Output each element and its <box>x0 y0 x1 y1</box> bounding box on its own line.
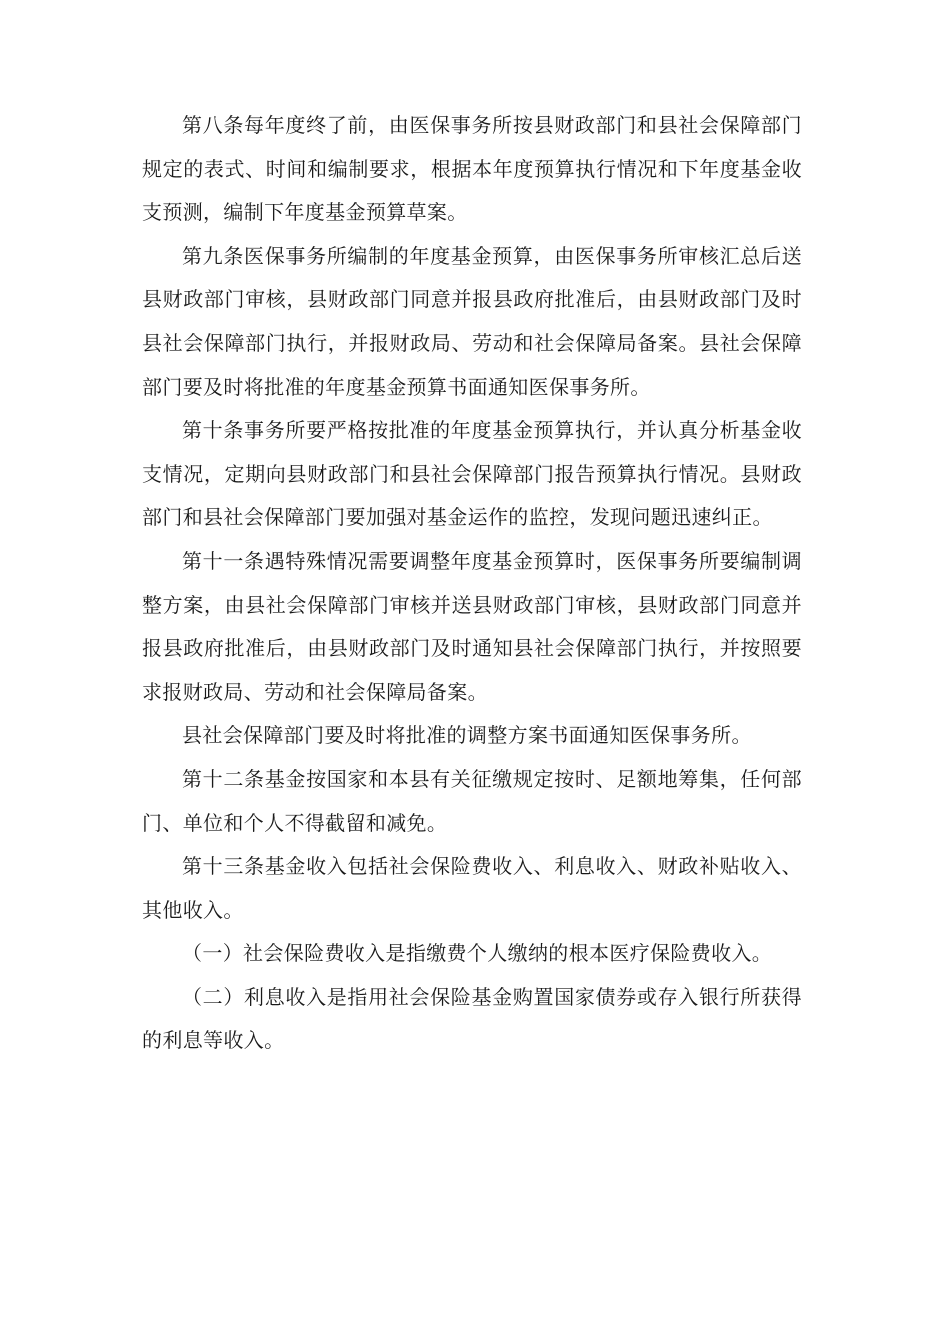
paragraph-article-9: 第九条医保事务所编制的年度基金预算，由医保事务所审核汇总后送县财政部门审核，县财政部门同意并报县政府批准后，由县财政部门及时县社会保障部门执行，并报财政局、劳动和社会保障局备案。县社会保障部门要及时将批准的年度基金预算书面通知医保事务所。 <box>142 243 802 399</box>
paragraph-article-11: 第十一条遇特殊情况需要调整年度基金预算时，医保事务所要编制调整方案，由县社会保障部门审核并送县财政部门审核，县财政部门同意并报县政府批准后，由县财政部门及时通知县社会保障部门执行，并按照要求报财政局、劳动和社会保障局备案。 <box>142 548 802 704</box>
paragraph-item-2: （二）利息收入是指用社会保险基金购置国家债券或存入银行所获得的利息等收入。 <box>142 984 802 1053</box>
document-body <box>142 104 802 1063</box>
paragraph-article-11-notice: 县社会保障部门要及时将批准的调整方案书面通知医保事务所。 <box>182 723 752 748</box>
paragraph-item-1: （一）社会保险费收入是指缴费个人缴纳的根本医疗保险费收入。 <box>182 941 773 966</box>
paragraph-article-12: 第十二条基金按国家和本县有关征缴规定按时、足额地筹集，任何部门、单位和个人不得截留和减免。 <box>142 766 802 835</box>
paragraph-article-8: 第八条每年度终了前，由医保事务所按县财政部门和县社会保障部门规定的表式、时间和编制要求，根据本年度预算执行情况和下年度基金收支预测，编制下年度基金预算草案。 <box>142 113 802 225</box>
paragraph-article-13: 第十三条基金收入包括社会保险费收入、利息收入、财政补贴收入、其他收入。 <box>142 854 802 922</box>
paragraph-article-10: 第十条事务所要严格按批准的年度基金预算执行，并认真分析基金收支情况，定期向县财政部门和县社会保障部门报告预算执行情况。县财政部门和县社会保障部门要加强对基金运作的监控，发现问题迅速纠正。 <box>142 418 802 530</box>
